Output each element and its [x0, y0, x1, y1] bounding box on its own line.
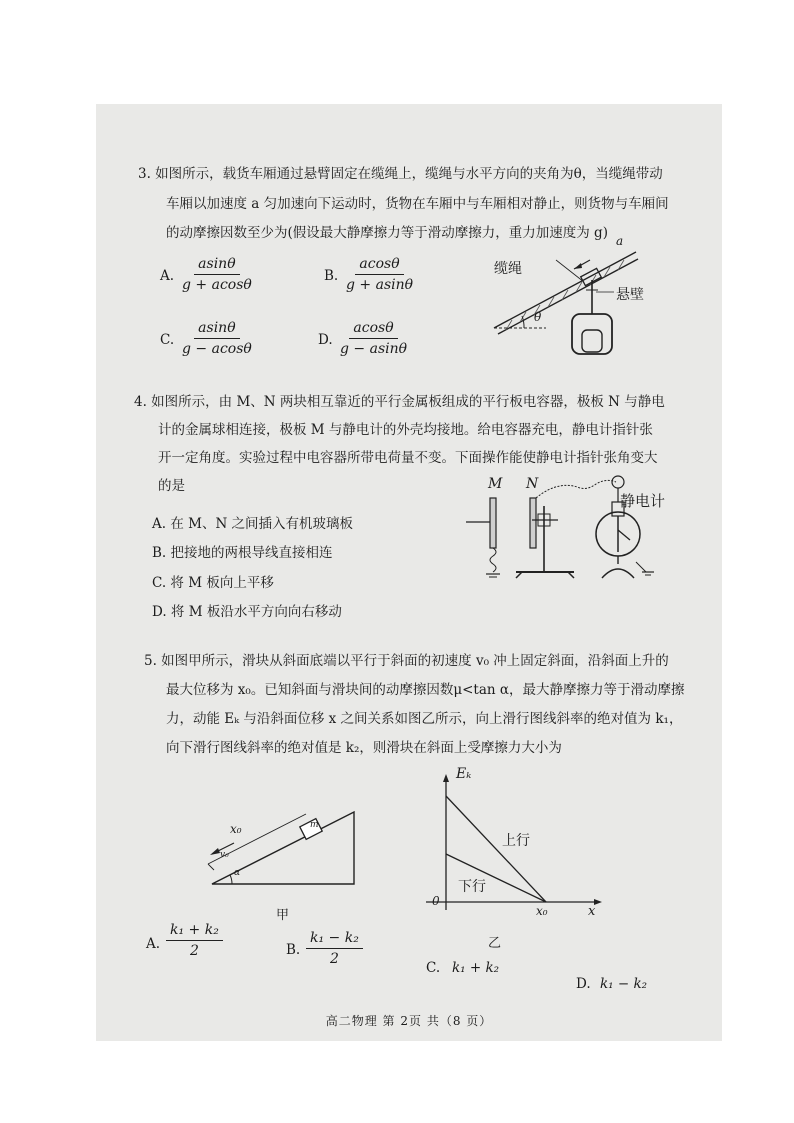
q5-option-a-fraction — [166, 922, 223, 959]
q3-line1: 3. 如图所示，载货车厢通过悬臂固定在缆绳上，缆绳与水平方向的夹角为θ，当缆绳带动 — [138, 166, 663, 182]
q4-line1: 4. 如图所示，由 M、N 两块相互靠近的平行金属板组成的平行板电容器，极板 N 与静电 — [134, 394, 665, 410]
q3-option-d-den: g − asinθ — [340, 341, 408, 357]
q5-fig-a-angle-label: α — [234, 868, 241, 878]
q5-fig-b-caption: 乙 — [488, 936, 502, 951]
q5-fig-b-origin: 0 — [432, 894, 440, 908]
q5-fig-b-up-label: 上行 — [502, 833, 530, 849]
q3-option-a-num: asinθ — [194, 256, 239, 275]
q5-line3: 力，动能 Eₖ 与沿斜面位移 x 之间关系如图乙所示，向上滑行图线斜率的绝对值为 k₁， — [166, 711, 683, 727]
q5-option-b-letter[interactable]: B. — [286, 942, 301, 958]
q3-option-c-letter[interactable]: C. — [160, 332, 175, 348]
q4-option-d[interactable]: D. 将 M 板沿水平方向向右移动 — [152, 604, 342, 620]
q5-fig-b-ylabel: Eₖ — [456, 766, 472, 782]
q3-option-b-den: g + asinθ — [346, 277, 414, 293]
q4-line2: 计的金属球相连接，极板 M 与静电计的外壳均接地。给电容器充电，静电计指针张 — [158, 422, 653, 438]
q5-line4: 向下滑行图线斜率的绝对值是 k₂，则滑块在斜面上受摩擦力大小为 — [166, 740, 562, 756]
q3-angle-label: θ — [534, 310, 542, 324]
q3-option-a-letter[interactable]: A. — [160, 268, 175, 284]
q3-cable-label: 缆绳 — [494, 261, 522, 277]
q3-option-d-fraction — [340, 320, 407, 357]
q5-fig-b-x0-label: x₀ — [536, 904, 548, 918]
exam-page — [96, 104, 722, 1041]
page-footer: 高二物理 第 2页 共（8 页） — [325, 1014, 493, 1028]
q5-option-d-text: k₁ − k₂ — [600, 976, 648, 992]
q5-line2: 最大位移为 x₀。已知斜面与滑块间的动摩擦因数μ<tan α，最大静摩擦力等于滑动摩擦 — [166, 682, 685, 698]
q5-option-c-text: k₁ + k₂ — [452, 960, 500, 976]
q3-option-c-fraction — [182, 320, 252, 357]
q5-fig-b-xlabel: x — [588, 904, 596, 919]
q5-fig-b-down-label: 下行 — [458, 879, 486, 895]
q3-line2: 车厢以加速度 a 匀加速向下运动时，货物在车厢中与车厢相对静止，则货物与车厢间 — [166, 196, 669, 212]
q3-option-a-den: g + acosθ — [182, 277, 252, 293]
q4-line3: 开一定角度。实验过程中电容器所带电荷量不变。下面操作能使静电计指针张角变大 — [158, 450, 658, 466]
q4-option-c[interactable]: C. 将 M 板向上平移 — [152, 575, 274, 591]
q4-meter-label: 静电计 — [620, 492, 666, 510]
q4-m-label: M — [488, 476, 503, 492]
q5-option-a-num: k₁ + k₂ — [166, 922, 223, 941]
q3-arm-label: 悬壁 — [616, 287, 644, 303]
q5-option-b-fraction — [306, 930, 363, 967]
q3-line3: 的动摩擦因数至少为(假设最大静摩擦力等于滑动摩擦力，重力加速度为 g) — [166, 225, 608, 241]
q5-fig-a-v0-label: v₀ — [220, 850, 229, 860]
q3-option-b-fraction — [346, 256, 413, 293]
q3-option-b-num: acosθ — [355, 256, 403, 275]
q3-accel-label: a — [616, 234, 624, 248]
q3-option-a-fraction — [182, 256, 252, 293]
q4-option-a[interactable]: A. 在 M、N 之间插入有机玻璃板 — [152, 516, 354, 532]
q5-option-a-den: 2 — [189, 943, 199, 959]
q3-option-c-den: g − acosθ — [182, 341, 252, 357]
q5-fig-a-caption: 甲 — [276, 908, 290, 923]
q3-option-b-letter[interactable]: B. — [324, 268, 339, 284]
q5-fig-a-m-label: m — [310, 820, 319, 830]
q3-option-d-letter[interactable]: D. — [318, 332, 333, 348]
q5-fig-a-x0-label: x₀ — [230, 822, 242, 836]
q3-option-c-num: asinθ — [194, 320, 239, 339]
q4-line4: 的是 — [158, 478, 185, 494]
q5-option-b-num: k₁ − k₂ — [306, 930, 363, 949]
q5-option-b-den: 2 — [329, 951, 339, 967]
q5-option-d-letter[interactable]: D. — [576, 976, 591, 992]
q5-option-a-letter[interactable]: A. — [146, 936, 161, 952]
q4-n-label: N — [526, 476, 539, 492]
q3-option-d-num: acosθ — [349, 320, 397, 339]
q5-option-c-letter[interactable]: C. — [426, 960, 441, 976]
q5-incline-figure — [208, 808, 358, 888]
q5-line1: 5. 如图甲所示，滑块从斜面底端以平行于斜面的初速度 v₀ 冲上固定斜面，沿斜面上升的 — [144, 653, 669, 669]
q4-option-b[interactable]: B. 把接地的两根导线直接相连 — [152, 545, 333, 561]
